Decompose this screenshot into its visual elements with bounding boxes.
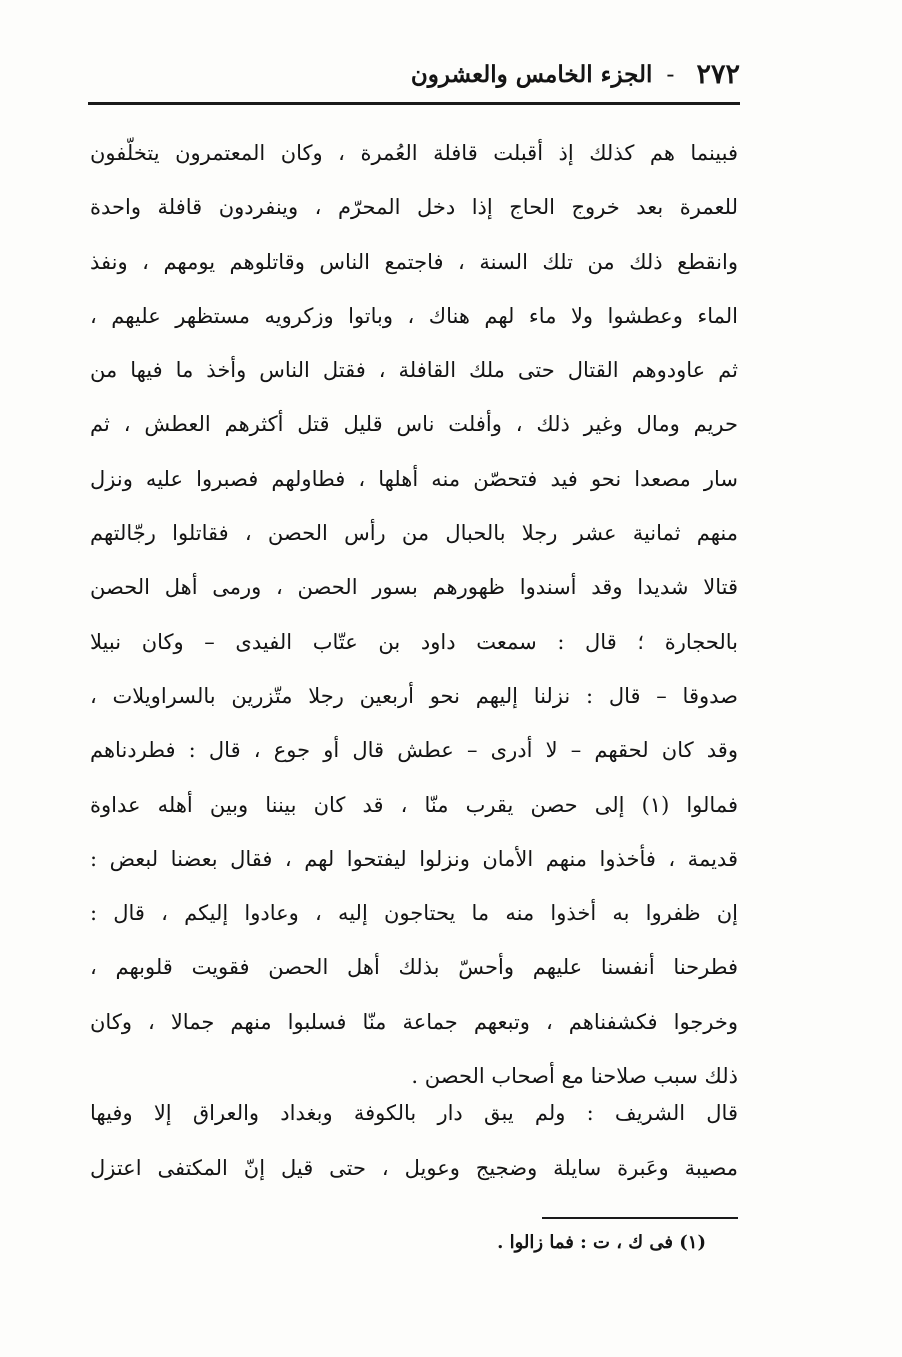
text-line: ثم عاودوهم القتال حتى ملك القافلة ، فقتل الناس وأخذ ما فيها من <box>90 358 738 383</box>
text-line: صدوقا – قال : نزلنا إليهم نحو أربعين رجلا متّزرين بالسراويلات ، <box>90 683 738 708</box>
text-line: قال الشريف : ولم يبق دار بالكوفة وبغداد والعراق إلا وفيها <box>90 1101 738 1125</box>
text-line: إن ظفروا به أخذوا منه ما يحتاجون إليه ، وعادوا إليكم ، قال : <box>90 901 738 926</box>
text-line: وانقطع ذلك من تلك السنة ، فاجتمع الناس وقاتلوهم يومهم ، ونفذ <box>90 249 738 274</box>
running-title: الجزء الخامس والعشرون <box>410 60 653 88</box>
text-line: منهم ثمانية عشر رجلا بالحبال من رأس الحصن ، فقاتلوا رجّالتهم <box>90 521 738 546</box>
text-line: سار مصعدا نحو فيد فتحصّن منه أهلها ، فطاولهم فصبروا عليه ونزل <box>90 466 738 491</box>
text-line: قديمة ، فأخذوا منهم الأمان ونزلوا ليفتحوا لهم ، فقال بعضنا لبعض : <box>90 846 738 871</box>
header-rule <box>88 102 740 105</box>
text-line: فبينما هم كذلك إذ أقبلت قافلة العُمرة ، وكان المعتمرون يتخلّفون <box>90 141 738 165</box>
header-separator: - <box>666 60 675 88</box>
page-header <box>88 54 740 94</box>
text-line: حريم ومال وغير ذلك ، وأفلت ناس قليل قتل أكثرهم العطش ، ثم <box>90 412 738 437</box>
footnote: (١) فى ك ، ت : فما زالوا . <box>497 1232 706 1253</box>
text-line: مصيبة وعَبرة سايلة وضجيج وعويل ، حتى قيل إنّ المكتفى اعتزل <box>90 1156 738 1180</box>
footnote-rule <box>542 1217 738 1219</box>
text-line: وخرجوا فكشفناهم ، وتبعهم جماعة منّا فسلبوا منهم جمالا ، وكان <box>90 1009 738 1034</box>
page-number: ٢٧٢ <box>696 58 740 90</box>
text-line: بالحجارة ؛ قال : سمعت داود بن عتّاب الفيدى – وكان نبيلا <box>90 629 738 654</box>
paragraph-2 <box>90 1086 738 1196</box>
paragraph-1 <box>90 126 738 1103</box>
text-line: فمالوا (١) إلى حصن يقرب منّا ، قد كان بيننا وبين أهله عداوة <box>90 792 738 817</box>
text-line: ذلك سبب صلاحنا مع أصحاب الحصن . <box>411 1064 738 1089</box>
text-line: الماء وعطشوا ولا ماء لهم هناك ، وباتوا وزكرويه مستظهر عليهم ، <box>90 303 738 328</box>
text-line: للعمرة بعد خروج الحاج إذا دخل المحرّم ، وينفردون قافلة واحدة <box>90 195 738 220</box>
text-line: فطرحنا أنفسنا عليهم وأحسّ بذلك أهل الحصن فقويت قلوبهم ، <box>90 955 738 980</box>
text-line: قتالا شديدا وقد أسندوا ظهورهم بسور الحصن ، ورمى أهل الحصن <box>90 575 738 600</box>
text-line: وقد كان لحقهم – لا أدرى – عطش قال أو جوع ، قال : فطردناهم <box>90 738 738 763</box>
